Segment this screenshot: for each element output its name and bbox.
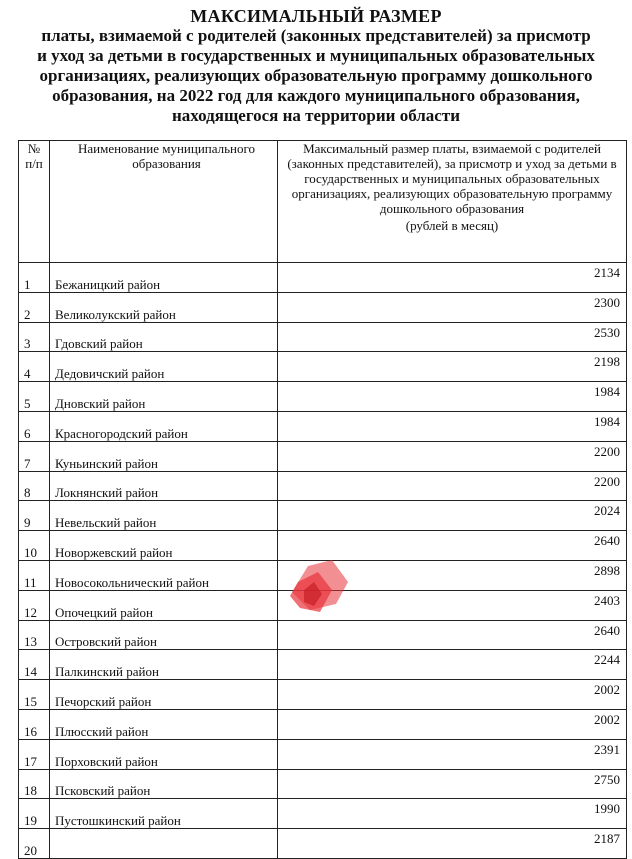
row-fee-value: 2403 — [278, 590, 627, 620]
table-row — [19, 829, 627, 859]
row-fee-value: 2200 — [278, 471, 627, 501]
row-number: 10 — [19, 531, 50, 561]
row-number: 2 — [19, 292, 50, 322]
row-number: 7 — [19, 441, 50, 471]
row-fee-value: 2898 — [278, 560, 627, 590]
row-number: 15 — [19, 680, 50, 710]
title-line: находящегося на территории области — [171, 106, 460, 125]
row-number: 11 — [19, 560, 50, 590]
table-row — [19, 382, 627, 412]
row-number: 1 — [19, 263, 50, 293]
row-fee-value: 2244 — [278, 650, 627, 680]
table-row — [19, 411, 627, 441]
row-number: 16 — [19, 709, 50, 739]
row-fee-value: 2200 — [278, 441, 627, 471]
document-title — [0, 6, 632, 126]
title-line: и уход за детьми в государственных и муниципальных образовательных — [37, 46, 595, 65]
row-number: 17 — [19, 739, 50, 769]
header-number: № п/п — [19, 141, 50, 263]
row-district-name: Новоржевский район — [50, 531, 278, 561]
table-row — [19, 590, 627, 620]
table-row — [19, 620, 627, 650]
row-number: 4 — [19, 352, 50, 382]
row-fee-value: 1984 — [278, 382, 627, 412]
row-fee-value: 2530 — [278, 322, 627, 352]
row-number: 14 — [19, 650, 50, 680]
row-number: 8 — [19, 471, 50, 501]
row-district-name: Невельский район — [50, 501, 278, 531]
fees-table — [18, 140, 627, 859]
row-district-name: Порховский район — [50, 739, 278, 769]
row-district-name: Куньинский район — [50, 441, 278, 471]
row-number: 19 — [19, 799, 50, 829]
row-district-name: Опочецкий район — [50, 590, 278, 620]
row-number: 6 — [19, 411, 50, 441]
title-line: образования, на 2022 год для каждого муниципального образования, — [52, 86, 580, 105]
row-district-name: Локнянский район — [50, 471, 278, 501]
row-fee-value: 2300 — [278, 292, 627, 322]
row-number: 9 — [19, 501, 50, 531]
row-fee-value: 1990 — [278, 799, 627, 829]
row-fee-value: 1984 — [278, 411, 627, 441]
row-number: 3 — [19, 322, 50, 352]
title-line: платы, взимаемой с родителей (законных представителей) за присмотр — [41, 26, 591, 45]
row-number: 20 — [19, 829, 50, 859]
table-row — [19, 501, 627, 531]
row-number: 12 — [19, 590, 50, 620]
row-number: 13 — [19, 620, 50, 650]
row-fee-value: 2750 — [278, 769, 627, 799]
row-district-name: Печорский район — [50, 680, 278, 710]
table-row — [19, 441, 627, 471]
row-district-name: Пустошкинский район — [50, 799, 278, 829]
table-row — [19, 292, 627, 322]
table-header-row — [19, 141, 627, 263]
row-district-name — [50, 829, 278, 859]
header-name: Наименование муниципального образования — [77, 141, 256, 171]
row-fee-value: 2640 — [278, 620, 627, 650]
row-number: 5 — [19, 382, 50, 412]
header-name-cell — [50, 141, 278, 263]
table-row — [19, 769, 627, 799]
table-row — [19, 709, 627, 739]
row-fee-value: 2640 — [278, 531, 627, 561]
row-district-name: Дедовичский район — [50, 352, 278, 382]
row-district-name: Островский район — [50, 620, 278, 650]
row-district-name: Бежаницкий район — [50, 263, 278, 293]
header-value: Максимальный размер платы, взимаемой с родителей (законных представителей), за присмотр и уход за детьми в государственных и муниципальных образовательных организациях, реализующих образовательную программу дошкольного образования — [287, 141, 617, 216]
row-number: 18 — [19, 769, 50, 799]
row-fee-value: 2024 — [278, 501, 627, 531]
title-line: организациях, реализующих образовательную программу дошкольного — [39, 66, 593, 85]
table-row — [19, 739, 627, 769]
row-fee-value: 2134 — [278, 263, 627, 293]
table-row — [19, 471, 627, 501]
row-fee-value: 2002 — [278, 709, 627, 739]
row-district-name: Дновский район — [50, 382, 278, 412]
title-heading: МАКСИМАЛЬНЫЙ РАЗМЕР — [190, 6, 442, 26]
row-district-name: Плюсский район — [50, 709, 278, 739]
table-row — [19, 352, 627, 382]
row-district-name: Великолукский район — [50, 292, 278, 322]
table-row — [19, 531, 627, 561]
header-value-cell — [278, 141, 627, 263]
row-district-name: Новосокольнический район — [50, 560, 278, 590]
row-fee-value: 2187 — [278, 829, 627, 859]
row-fee-value: 2002 — [278, 680, 627, 710]
row-district-name: Гдовский район — [50, 322, 278, 352]
row-fee-value: 2198 — [278, 352, 627, 382]
row-fee-value: 2391 — [278, 739, 627, 769]
table-row — [19, 263, 627, 293]
table-row — [19, 322, 627, 352]
table-row — [19, 680, 627, 710]
row-district-name: Псковский район — [50, 769, 278, 799]
row-district-name: Красногородский район — [50, 411, 278, 441]
table-row — [19, 650, 627, 680]
header-unit: (рублей в месяц) — [405, 218, 499, 233]
row-district-name: Палкинский район — [50, 650, 278, 680]
table-row — [19, 799, 627, 829]
table-row — [19, 560, 627, 590]
